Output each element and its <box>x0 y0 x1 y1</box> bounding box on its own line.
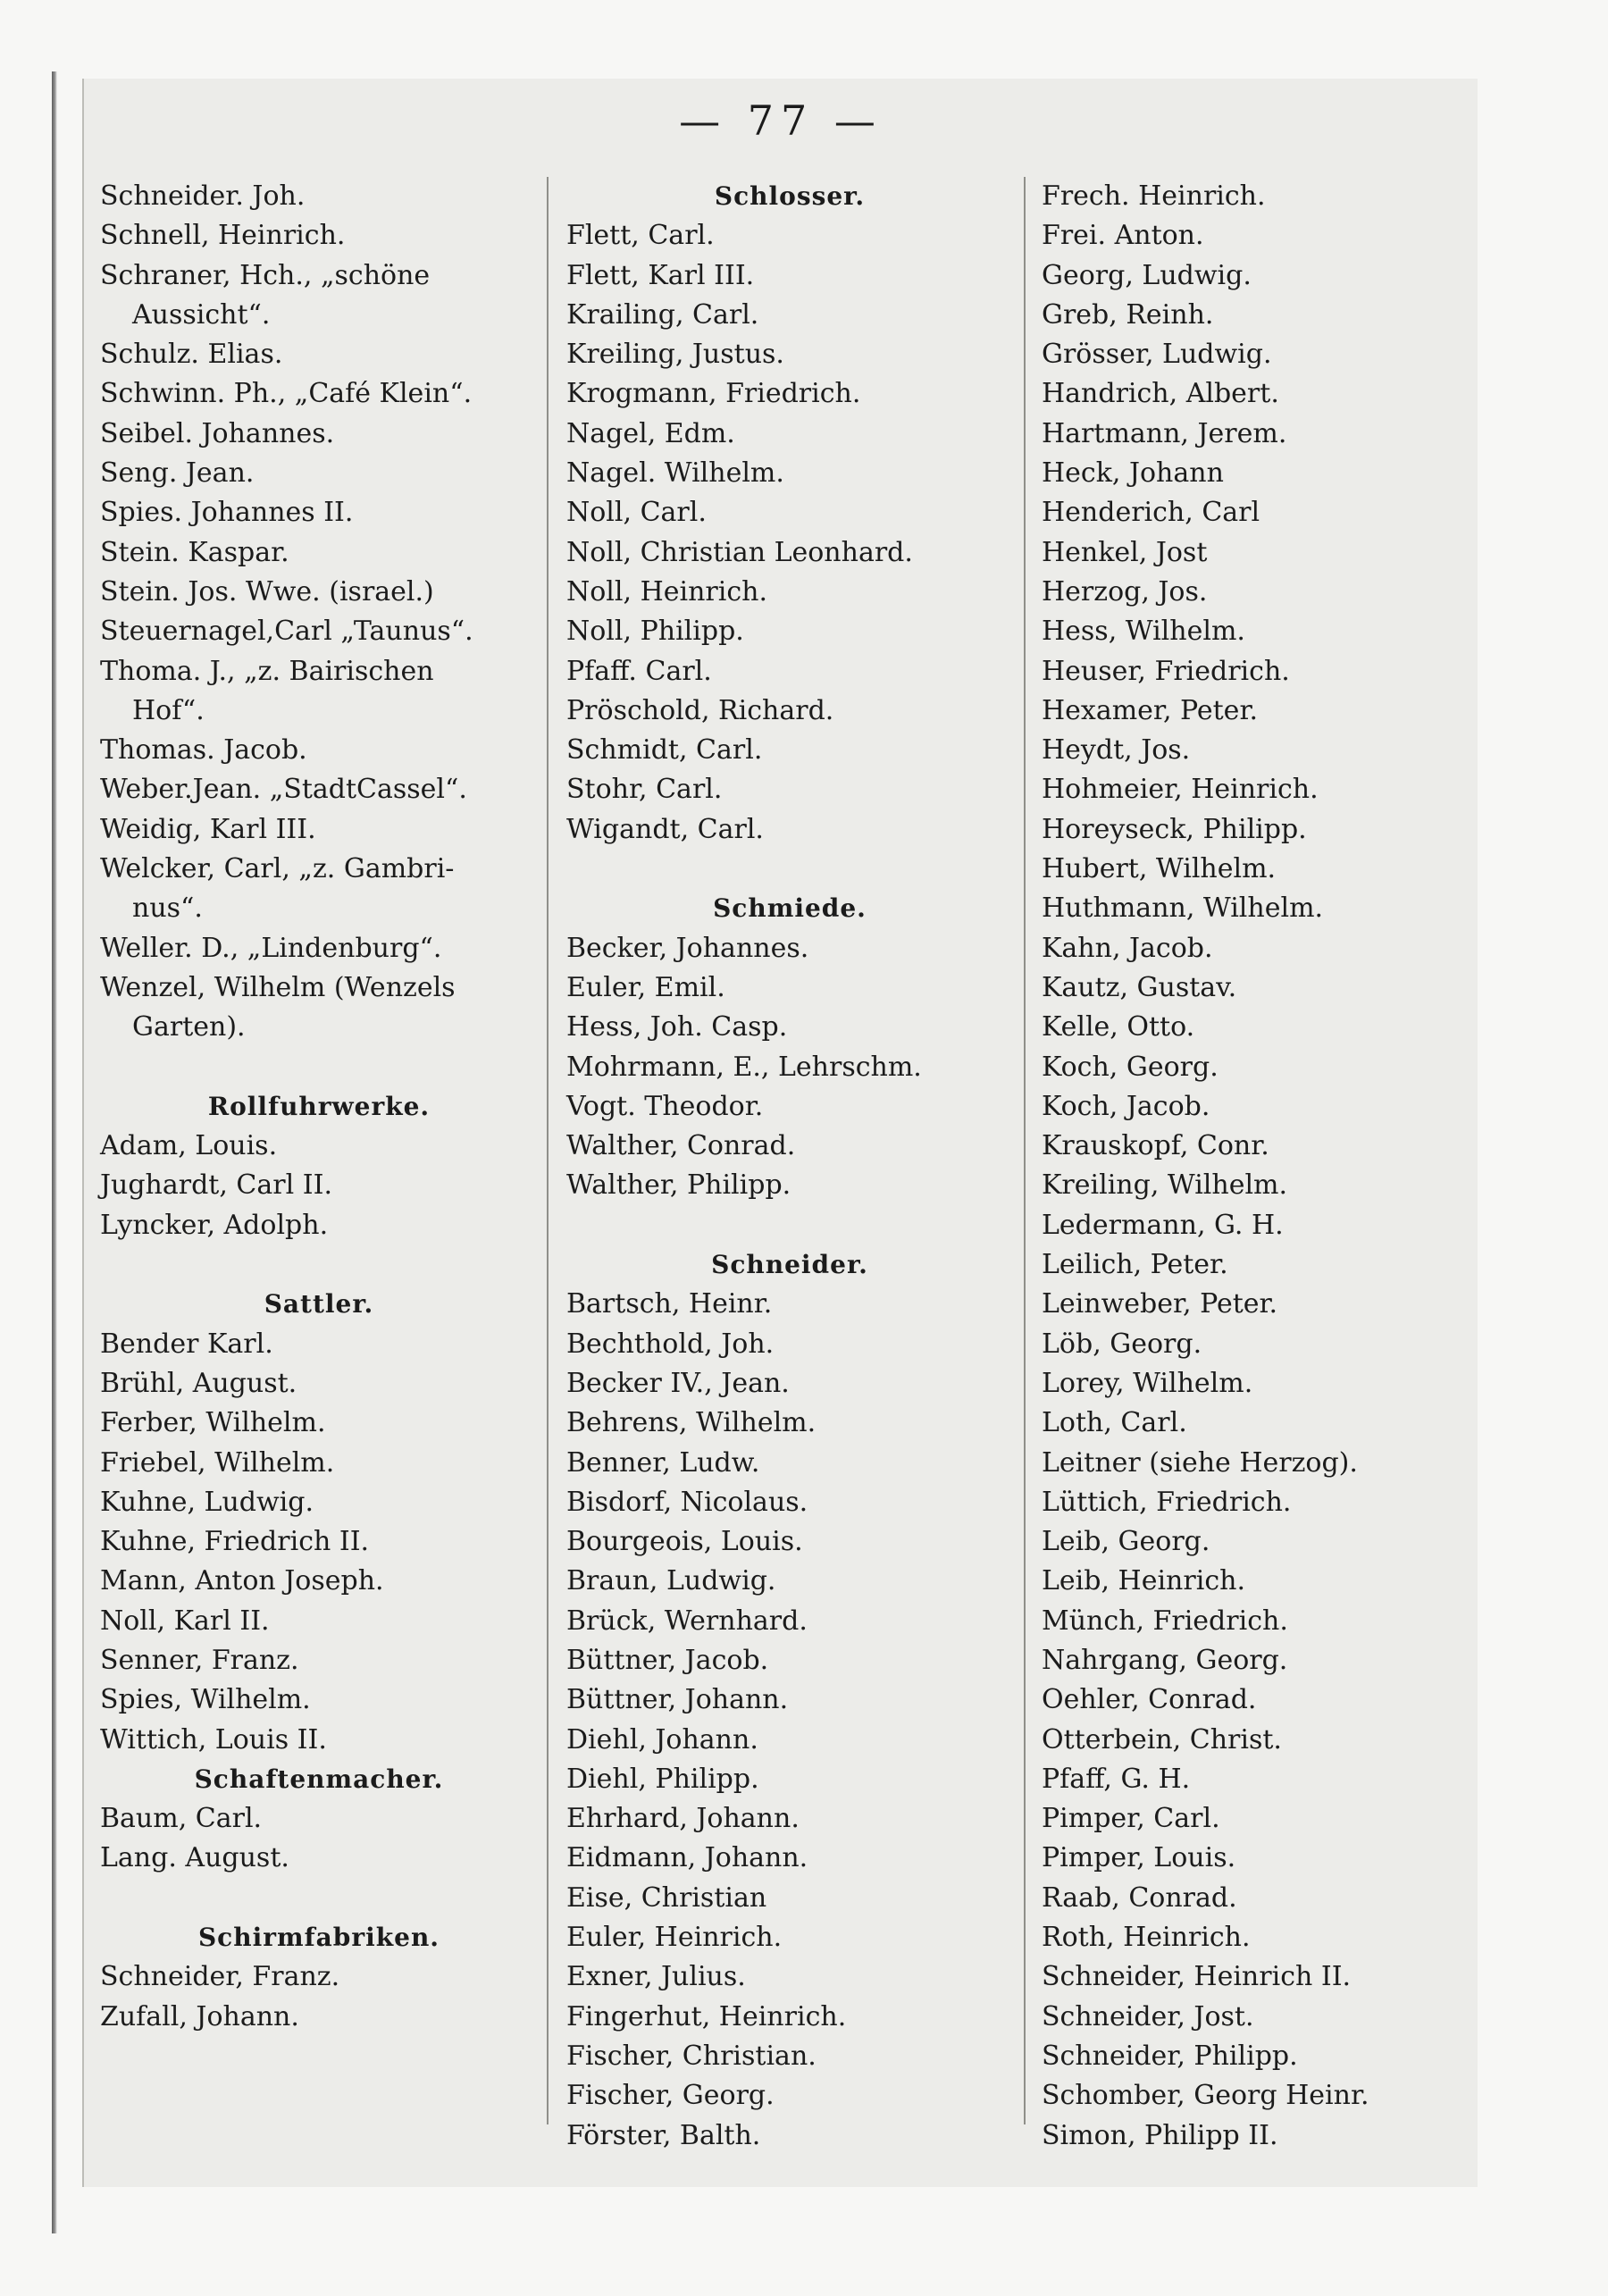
list-item: Noll, Heinrich. <box>566 575 767 608</box>
list-item: Leitner (siehe Herzog). <box>1042 1446 1358 1479</box>
list-item: Förster, Balth. <box>566 2119 761 2151</box>
list-item: Fingerhut, Heinrich. <box>566 2000 847 2032</box>
list-item: Leinweber, Peter. <box>1042 1288 1278 1320</box>
list-item: Otterbein, Christ. <box>1042 1723 1282 1756</box>
list-item: Adam, Louis. <box>100 1130 278 1162</box>
list-item: Walther, Conrad. <box>566 1130 796 1162</box>
list-item: Noll, Christian Leonhard. <box>566 536 913 568</box>
list-item: Eise, Christian <box>566 1881 767 1914</box>
section-heading: Schmiede. <box>713 893 867 924</box>
section-heading: Schneider. <box>711 1250 868 1280</box>
list-item: Becker IV., Jean. <box>566 1367 790 1399</box>
list-item: Roth, Heinrich. <box>1042 1922 1251 1954</box>
list-item: Handrich, Albert. <box>1042 378 1279 410</box>
list-item-continuation: Hof“. <box>132 694 205 726</box>
list-item: Fischer, Christian. <box>566 2040 817 2072</box>
list-item: Weidig, Karl III. <box>100 813 316 845</box>
list-item: Frech. Heinrich. <box>1042 180 1266 212</box>
list-item: Schneider, Philipp. <box>1042 2040 1298 2072</box>
list-item: Benner, Ludw. <box>566 1446 760 1479</box>
list-item: Diehl, Philipp. <box>566 1763 759 1795</box>
list-item: Flett, Carl. <box>566 220 715 252</box>
list-item: Welcker, Carl, „z. Gambri- <box>100 853 455 885</box>
list-item: Brück, Wernhard. <box>566 1605 808 1637</box>
list-item: Schulz. Elias. <box>100 339 283 371</box>
list-item: Thomas. Jacob. <box>100 734 307 767</box>
list-item: Herzog, Jos. <box>1042 575 1208 608</box>
list-item: Senner, Franz. <box>100 1644 299 1676</box>
list-item: Ferber, Wilhelm. <box>100 1407 326 1439</box>
list-item: Kreiling, Wilhelm. <box>1042 1169 1288 1202</box>
list-item: Pimper, Louis. <box>1042 1842 1236 1874</box>
column-left <box>91 177 547 2037</box>
list-item: Hexamer, Peter. <box>1042 694 1259 726</box>
list-item: Huthmann, Wilhelm. <box>1042 892 1324 925</box>
list-item: Krailing, Carl. <box>566 298 759 331</box>
list-item: Euler, Emil. <box>566 971 725 1003</box>
list-item: Wigandt, Carl. <box>566 813 764 845</box>
list-item: Bartsch, Heinr. <box>566 1288 773 1320</box>
list-item: Euler, Heinrich. <box>566 1922 783 1954</box>
section-heading: Schaftenmacher. <box>194 1764 444 1794</box>
directory-page <box>82 79 1478 2187</box>
list-item: Noll, Philipp. <box>566 616 744 648</box>
list-item: Baum, Carl. <box>100 1803 263 1835</box>
list-item: Loth, Carl. <box>1042 1407 1187 1439</box>
list-item: Mann, Anton Joseph. <box>100 1565 384 1597</box>
list-item: Bourgeois, Louis. <box>566 1526 803 1558</box>
scan-binding-edge <box>52 71 57 2233</box>
list-item: Nagel. Wilhelm. <box>566 457 784 490</box>
list-item: Schneider, Jost. <box>1042 2000 1254 2032</box>
list-item: Hubert, Wilhelm. <box>1042 853 1277 885</box>
list-item: Nagel, Edm. <box>566 417 735 449</box>
list-item: Schneider. Joh. <box>100 180 306 212</box>
column-right <box>1033 177 1478 2156</box>
list-item: Leilich, Peter. <box>1042 1249 1228 1281</box>
list-item: Schwinn. Ph., „Café Klein“. <box>100 378 473 410</box>
list-item: Schneider, Heinrich II. <box>1042 1961 1352 1993</box>
list-item: Behrens, Wilhelm. <box>566 1407 817 1439</box>
list-item: Schmidt, Carl. <box>566 734 763 767</box>
list-item: Heck, Johann <box>1042 457 1224 490</box>
list-item: Brühl, August. <box>100 1367 297 1399</box>
list-item: Seibel. Johannes. <box>100 417 335 449</box>
list-item: Grösser, Ludwig. <box>1042 339 1272 371</box>
list-item: Heydt, Jos. <box>1042 734 1191 767</box>
list-item: Bechthold, Joh. <box>566 1328 775 1360</box>
list-item: Schomber, Georg Heinr. <box>1042 2080 1369 2112</box>
list-item: Stohr, Carl. <box>566 774 723 806</box>
section-heading: Schirmfabriken. <box>197 1923 440 1953</box>
list-item: Pröschold, Richard. <box>566 694 834 726</box>
list-item: Greb, Reinh. <box>1042 298 1214 331</box>
list-item: Spies. Johannes II. <box>100 497 354 529</box>
list-item: Lüttich, Friedrich. <box>1042 1486 1292 1518</box>
list-item: Oehler, Conrad. <box>1042 1684 1257 1716</box>
list-item: Pfaff. Carl. <box>566 655 712 687</box>
list-item: Henkel, Jost <box>1042 536 1208 568</box>
list-item: Münch, Friedrich. <box>1042 1605 1288 1637</box>
list-item: Koch, Georg. <box>1042 1051 1219 1083</box>
column-divider-left <box>547 177 549 2124</box>
list-item: Krogmann, Friedrich. <box>566 378 861 410</box>
list-item: Spies, Wilhelm. <box>100 1684 311 1716</box>
list-item: Schraner, Hch., „schöne <box>100 259 431 291</box>
list-item: Kautz, Gustav. <box>1042 971 1237 1003</box>
list-item: Horeyseck, Philipp. <box>1042 813 1307 845</box>
list-item: Seng. Jean. <box>100 457 255 490</box>
list-item: Braun, Ludwig. <box>566 1565 776 1597</box>
list-item: Koch, Jacob. <box>1042 1090 1210 1122</box>
list-item: Raab, Conrad. <box>1042 1881 1237 1914</box>
list-item: Henderich, Carl <box>1042 497 1260 529</box>
spacer <box>91 1048 547 1087</box>
section-heading: Rollfuhrwerke. <box>207 1091 431 1121</box>
list-item: Kreiling, Justus. <box>566 339 784 371</box>
list-item: Weller. D., „Lindenburg“. <box>100 932 442 964</box>
list-item: Pfaff, G. H. <box>1042 1763 1191 1795</box>
list-item: Steuernagel,Carl „Taunus“. <box>100 616 473 648</box>
list-item: Ehrhard, Johann. <box>566 1803 800 1835</box>
list-item: Stein. Jos. Wwe. (israel.) <box>100 575 434 608</box>
list-item: Hess, Wilhelm. <box>1042 616 1245 648</box>
list-item: Kahn, Jacob. <box>1042 932 1213 964</box>
list-item-continuation: Aussicht“. <box>132 298 271 331</box>
list-item: Büttner, Jacob. <box>566 1644 769 1676</box>
list-item: Vogt. Theodor. <box>566 1090 764 1122</box>
list-item: Weber.Jean. „StadtCassel“. <box>100 774 467 806</box>
list-item: Stein. Kaspar. <box>100 536 289 568</box>
list-item: Wittich, Louis II. <box>100 1723 327 1756</box>
list-item: Kelle, Otto. <box>1042 1011 1195 1043</box>
list-item: Schnell, Heinrich. <box>100 220 346 252</box>
section-heading: Sattler. <box>264 1289 374 1320</box>
list-item-continuation: nus“. <box>132 892 203 925</box>
list-item: Diehl, Johann. <box>566 1723 758 1756</box>
list-item: Georg, Ludwig. <box>1042 259 1252 291</box>
list-item: Leib, Heinrich. <box>1042 1565 1245 1597</box>
list-item: Kuhne, Ludwig. <box>100 1486 314 1518</box>
list-item: Zufall, Johann. <box>100 2000 299 2032</box>
list-item: Simon, Philipp II. <box>1042 2119 1278 2151</box>
list-item: Bender Karl. <box>100 1328 273 1360</box>
list-item: Bisdorf, Nicolaus. <box>566 1486 808 1518</box>
spacer <box>557 850 1022 889</box>
list-item: Thoma. J., „z. Bairischen <box>100 655 434 687</box>
list-item: Fischer, Georg. <box>566 2080 775 2112</box>
spacer <box>91 1879 547 1918</box>
list-item: Hartmann, Jerem. <box>1042 417 1287 449</box>
list-item: Pimper, Carl. <box>1042 1803 1220 1835</box>
list-item: Büttner, Johann. <box>566 1684 789 1716</box>
list-item: Becker, Johannes. <box>566 932 809 964</box>
list-item: Krauskopf, Conr. <box>1042 1130 1269 1162</box>
list-item: Jughardt, Carl II. <box>100 1169 332 1202</box>
list-item: Flett, Karl III. <box>566 259 755 291</box>
list-item: Eidmann, Johann. <box>566 1842 808 1874</box>
list-item: Lyncker, Adolph. <box>100 1209 329 1241</box>
list-item: Nahrgang, Georg. <box>1042 1644 1288 1676</box>
list-item: Frei. Anton. <box>1042 220 1204 252</box>
list-item: Löb, Georg. <box>1042 1328 1202 1360</box>
column-middle <box>557 177 1022 2156</box>
list-item-continuation: Garten). <box>132 1011 246 1043</box>
list-item: Hohmeier, Heinrich. <box>1042 774 1319 806</box>
list-item: Noll, Karl II. <box>100 1605 270 1637</box>
list-item: Friebel, Wilhelm. <box>100 1446 335 1479</box>
list-item: Heuser, Friedrich. <box>1042 655 1290 687</box>
page-number: — 77 — <box>679 96 883 145</box>
list-item: Lorey, Wilhelm. <box>1042 1367 1253 1399</box>
list-item: Leib, Georg. <box>1042 1526 1210 1558</box>
list-item: Noll, Carl. <box>566 497 707 529</box>
list-item: Mohrmann, E., Lehrschm. <box>566 1051 922 1083</box>
list-item: Walther, Philipp. <box>566 1169 791 1202</box>
spacer <box>91 1245 547 1285</box>
list-item: Kuhne, Friedrich II. <box>100 1526 370 1558</box>
column-divider-right <box>1024 177 1026 2124</box>
list-item: Exner, Julius. <box>566 1961 746 1993</box>
list-item: Schneider, Franz. <box>100 1961 340 1993</box>
list-item: Ledermann, G. H. <box>1042 1209 1284 1241</box>
spacer <box>557 1206 1022 1245</box>
section-heading: Schlosser. <box>714 181 866 211</box>
list-item: Hess, Joh. Casp. <box>566 1011 788 1043</box>
list-item: Lang. August. <box>100 1842 289 1874</box>
list-item: Wenzel, Wilhelm (Wenzels <box>100 971 456 1003</box>
